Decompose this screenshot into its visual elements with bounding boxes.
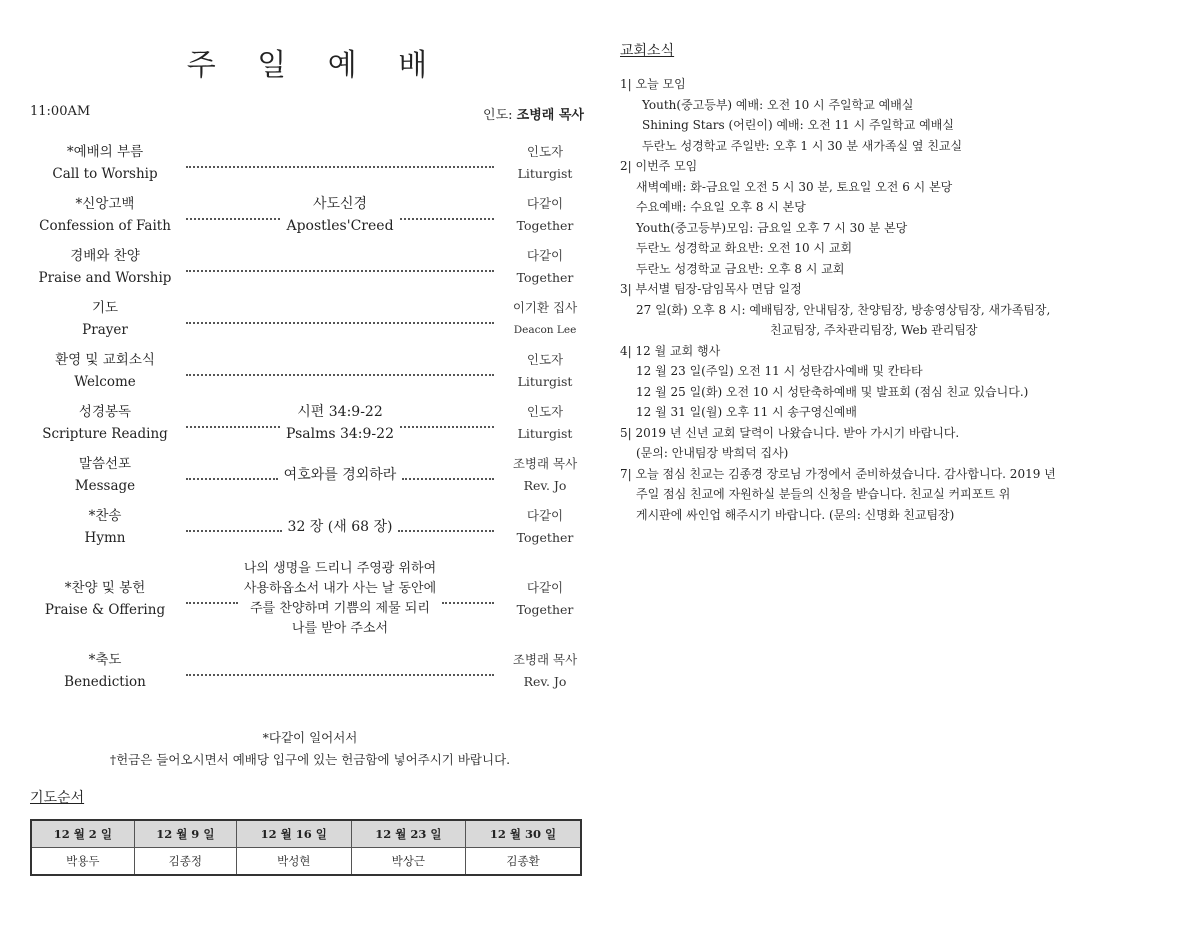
order-name bbox=[30, 349, 180, 393]
news-line: 두란노 성경학교 화요반: 오전 10 시 교회 bbox=[636, 241, 853, 255]
order-name-ko: *찬송 bbox=[88, 508, 122, 524]
leader-dots bbox=[186, 218, 280, 220]
order-who-en: Liturgist bbox=[517, 374, 573, 389]
prayer-date: 12 월 23 일 bbox=[351, 820, 466, 848]
order-who-en: Together bbox=[516, 270, 574, 285]
order-name-ko: 기도 bbox=[91, 300, 119, 316]
order-who-en: Together bbox=[516, 530, 574, 545]
news-line: 수요예배: 수요일 오후 8 시 본당 bbox=[636, 200, 806, 214]
order-row bbox=[30, 193, 590, 237]
news-line: Youth(중고등부) 예배: 오전 10 시 주일학교 예배실 bbox=[642, 97, 914, 112]
order-who bbox=[500, 297, 590, 341]
order-who bbox=[500, 193, 590, 237]
order-content bbox=[284, 464, 397, 486]
news-line: 4| 12 월 교회 행사 bbox=[620, 343, 721, 358]
order-who-ko: 다같이 bbox=[526, 248, 564, 263]
leader-dots bbox=[186, 270, 494, 272]
worship-time: 11:00AM bbox=[30, 104, 91, 119]
order-row bbox=[30, 245, 590, 289]
order-content-line: Psalms 34:9-22 bbox=[286, 426, 394, 442]
order-content-line: 나를 받아 주소서 bbox=[291, 621, 389, 636]
news-line: 새벽예배: 화-금요일 오전 5 시 30 분, 토요일 오전 6 시 본당 bbox=[636, 179, 953, 194]
stand-note: *다같이 일어서서 bbox=[262, 730, 358, 745]
order-name-ko: *축도 bbox=[88, 652, 122, 668]
prayer-date: 12 월 9 일 bbox=[134, 820, 236, 848]
order-name-ko: 환영 및 교회소식 bbox=[55, 352, 155, 368]
prayer-name: 박용두 bbox=[31, 848, 134, 876]
order-name-en: Call to Worship bbox=[52, 166, 158, 182]
order-who-ko: 인도자 bbox=[526, 144, 564, 159]
order-who bbox=[500, 349, 590, 393]
news-line: 27 일(화) 오후 8 시: 예배팀장, 안내팀장, 찬양팀장, 방송영상팀장, 새가족팀장, bbox=[636, 302, 1051, 317]
prayer-dates-row bbox=[31, 820, 581, 848]
leader-dots bbox=[186, 602, 238, 604]
offering-note: †헌금은 들어오시면서 예배당 입구에 있는 헌금함에 넣어주시기 바랍니다. bbox=[109, 752, 511, 767]
order-middle bbox=[180, 245, 500, 289]
order-name-en: Benediction bbox=[64, 674, 146, 690]
order-name bbox=[30, 297, 180, 341]
order-who-en: Liturgist bbox=[517, 426, 573, 441]
order-who bbox=[500, 649, 590, 693]
order-name-ko: *찬양 및 봉헌 bbox=[64, 580, 146, 596]
order-name bbox=[30, 505, 180, 549]
order-name bbox=[30, 193, 180, 237]
news-line: 1| 오늘 모임 bbox=[620, 77, 686, 91]
order-middle bbox=[180, 297, 500, 341]
leader-dots bbox=[186, 478, 278, 480]
order-row bbox=[30, 649, 590, 693]
prayer-date: 12 월 16 일 bbox=[236, 820, 351, 848]
order-content bbox=[286, 193, 393, 237]
leader-dots bbox=[402, 478, 494, 480]
order-middle bbox=[180, 141, 500, 185]
news-line: (문의: 안내팀장 박희덕 집사) bbox=[636, 446, 789, 460]
news-list bbox=[620, 74, 1180, 464]
order-who bbox=[500, 401, 590, 445]
leader-dots bbox=[186, 530, 282, 532]
order-name bbox=[30, 401, 180, 445]
order-name-en: Message bbox=[74, 478, 136, 494]
prayer-schedule-table bbox=[30, 819, 582, 876]
order-who-ko: 인도자 bbox=[526, 352, 564, 367]
order-list bbox=[30, 141, 590, 693]
order-who-en: Liturgist bbox=[517, 166, 573, 181]
order-middle bbox=[180, 453, 500, 497]
news-line: 7| 오늘 점심 친교는 김종경 장로님 가정에서 준비하셨습니다. 감사합니다. 2019 년 bbox=[620, 466, 1056, 481]
order-content-line: 여호와를 경외하라 bbox=[283, 467, 397, 483]
order-name-en: Scripture Reading bbox=[42, 426, 168, 442]
leader-dots bbox=[186, 166, 494, 168]
news-title: 교회소식 bbox=[620, 43, 675, 59]
order-middle bbox=[180, 557, 500, 641]
order-content-line: 나의 생명을 드리니 주영광 위하여 bbox=[243, 561, 437, 576]
order-name bbox=[30, 245, 180, 289]
order-row bbox=[30, 505, 590, 549]
news-line: Shining Stars (어린이) 예배: 오전 11 시 주일학교 예배실 bbox=[642, 118, 954, 132]
news-line: 12 월 23 일(주일) 오전 11 시 성탄감사예배 및 칸타타 bbox=[636, 364, 923, 378]
news-line: 게시판에 싸인업 해주시기 바랍니다. (문의: 신명화 친교팀장) bbox=[636, 507, 955, 522]
news-line: 두란노 성경학교 금요반: 오후 8 시 교회 bbox=[636, 261, 845, 276]
leader-dots bbox=[400, 218, 494, 220]
news-line: 3| 부서별 팀장-담임목사 면담 일정 bbox=[620, 282, 802, 296]
order-who-ko: 인도자 bbox=[526, 404, 564, 419]
worship-order bbox=[30, 40, 590, 876]
order-name bbox=[30, 141, 180, 185]
order-row bbox=[30, 453, 590, 497]
order-name-en: Confession of Faith bbox=[39, 218, 171, 234]
news-item-7 bbox=[620, 464, 1180, 526]
order-name-ko: 성경봉독 bbox=[78, 404, 132, 420]
church-news bbox=[620, 40, 1180, 525]
news-line: 2| 이번주 모임 bbox=[620, 159, 698, 173]
order-content-line: 32 장 (새 68 장) bbox=[287, 519, 393, 535]
news-line: 12 월 25 일(화) 오전 10 시 성탄축하예배 및 발표회 (점심 친교 있습니다.) bbox=[636, 384, 1029, 399]
leader-label: 인도: bbox=[483, 108, 513, 123]
order-who bbox=[500, 245, 590, 289]
leader-dots bbox=[186, 426, 280, 428]
prayer-name: 김종정 bbox=[134, 848, 236, 876]
order-who bbox=[500, 453, 590, 497]
order-who-en: Rev. Jo bbox=[523, 478, 567, 493]
prayer-date: 12 월 30 일 bbox=[466, 820, 581, 848]
order-row bbox=[30, 141, 590, 185]
leader-dots bbox=[442, 602, 494, 604]
order-middle bbox=[180, 505, 500, 549]
order-name-ko: 경배와 찬양 bbox=[70, 248, 140, 264]
order-name-en: Prayer bbox=[82, 322, 128, 338]
order-middle bbox=[180, 649, 500, 693]
order-who-en: Together bbox=[516, 218, 574, 233]
worship-leader bbox=[483, 104, 584, 123]
news-line: 친교팀장, 주차관리팀장, Web 관리팀장 bbox=[770, 323, 978, 337]
order-content-line: Apostles'Creed bbox=[286, 218, 394, 234]
leader-dots bbox=[186, 374, 494, 376]
order-middle bbox=[180, 349, 500, 393]
news-line: Youth(중고등부)모임: 금요일 오후 7 시 30 분 본당 bbox=[636, 220, 908, 235]
order-content bbox=[288, 516, 393, 538]
worship-notes bbox=[30, 727, 590, 771]
order-row bbox=[30, 349, 590, 393]
worship-title: 주 일 예 배 bbox=[186, 48, 444, 83]
order-name bbox=[30, 453, 180, 497]
leader-dots bbox=[400, 426, 494, 428]
order-row bbox=[30, 557, 590, 641]
news-line: 5| 2019 년 신년 교회 달력이 나왔습니다. 받아 가시기 바랍니다. bbox=[620, 425, 960, 440]
order-name-en: Hymn bbox=[84, 530, 126, 546]
leader-dots bbox=[186, 674, 494, 676]
prayer-schedule-title: 기도순서 bbox=[30, 790, 85, 806]
order-content bbox=[286, 401, 394, 445]
order-who-ko: 다같이 bbox=[526, 508, 564, 523]
order-content-line: 주를 찬양하며 기쁨의 제물 되리 bbox=[250, 601, 430, 616]
order-who-ko: 다같이 bbox=[526, 196, 564, 211]
order-who-ko: 이기환 집사 bbox=[512, 300, 578, 315]
order-row bbox=[30, 401, 590, 445]
order-who-ko: 조병래 목사 bbox=[512, 456, 578, 471]
order-row bbox=[30, 297, 590, 341]
prayer-names-row bbox=[31, 848, 581, 876]
order-who-ko: 조병래 목사 bbox=[512, 652, 578, 667]
order-who-en: Rev. Jo bbox=[523, 674, 567, 689]
news-line: 두란노 성경학교 주일반: 오후 1 시 30 분 새가족실 옆 친교실 bbox=[642, 138, 963, 153]
order-who bbox=[500, 505, 590, 549]
prayer-name: 박상근 bbox=[351, 848, 466, 876]
order-content-line: 사도신경 bbox=[312, 196, 368, 212]
prayer-date: 12 월 2 일 bbox=[31, 820, 134, 848]
order-who-en: Together bbox=[516, 602, 574, 617]
order-name bbox=[30, 649, 180, 693]
news-line: 주일 점심 친교에 자원하실 분들의 신청을 받습니다. 친교실 커피포트 위 bbox=[636, 487, 1011, 501]
news-line: 12 월 31 일(월) 오후 11 시 송구영신예배 bbox=[636, 405, 857, 419]
order-middle bbox=[180, 401, 500, 445]
worship-meta bbox=[30, 104, 590, 123]
order-name-en: Praise and Worship bbox=[38, 270, 172, 286]
order-middle bbox=[180, 193, 500, 237]
order-who-en: Deacon Lee bbox=[513, 324, 577, 336]
leader-name: 조병래 목사 bbox=[516, 108, 584, 123]
order-who-ko: 다같이 bbox=[526, 580, 564, 595]
order-name-ko: 말씀선포 bbox=[78, 456, 132, 472]
order-content-line: 사용하옵소서 내가 사는 날 동안에 bbox=[243, 581, 437, 596]
leader-dots bbox=[186, 322, 494, 324]
order-name-en: Praise & Offering bbox=[44, 602, 166, 618]
prayer-name: 박성현 bbox=[236, 848, 351, 876]
prayer-name: 김종환 bbox=[466, 848, 581, 876]
leader-dots bbox=[398, 530, 494, 532]
order-name-en: Welcome bbox=[74, 374, 136, 390]
order-content bbox=[244, 559, 436, 639]
order-name-ko: *신앙고백 bbox=[75, 196, 135, 212]
order-content-line: 시편 34:9-22 bbox=[297, 404, 383, 420]
order-who bbox=[500, 577, 590, 621]
order-name-ko: *예배의 부름 bbox=[66, 144, 144, 160]
order-who bbox=[500, 141, 590, 185]
order-name bbox=[30, 577, 180, 621]
